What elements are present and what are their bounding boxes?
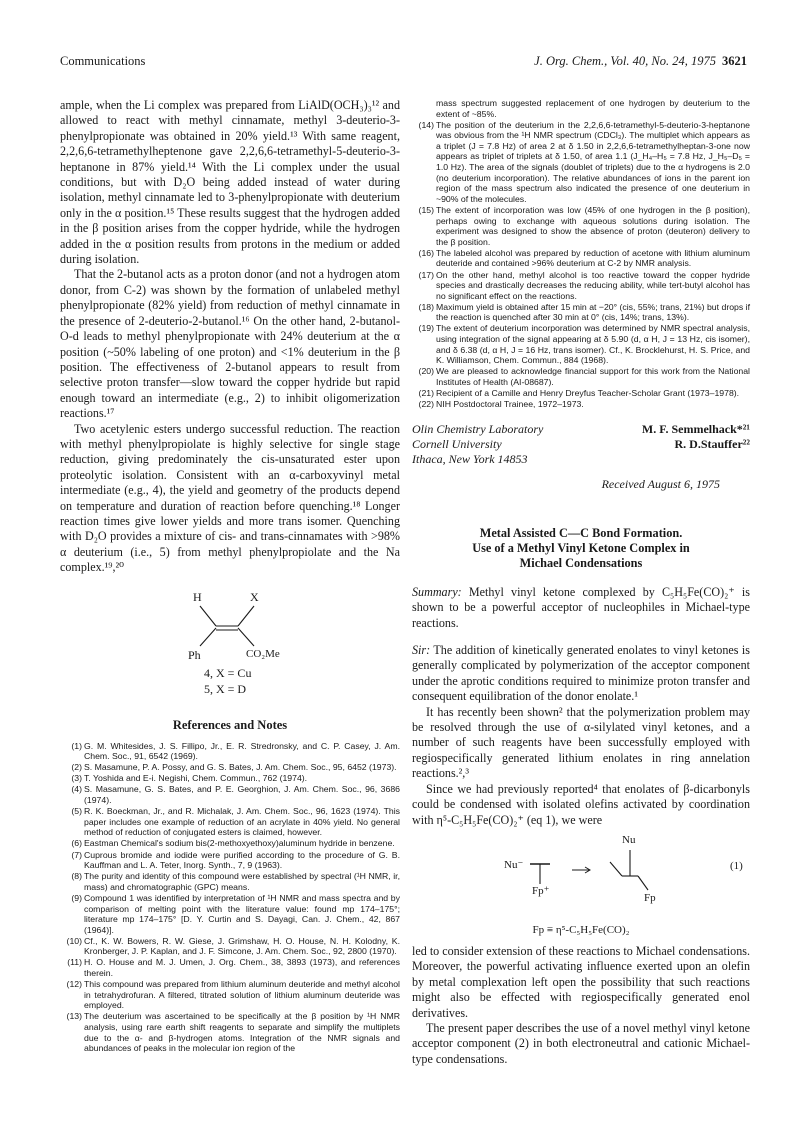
reference-text: The purity and identity of this compound were established by spectral (¹H NMR, ir, mass) and chromatographic (GPC) means. [84,871,400,892]
reference-number: (14) [418,119,434,130]
reference-number: (13) [66,1011,82,1022]
reference-item [412,399,750,410]
references-heading: References and Notes [172,717,288,732]
reference-item [60,957,400,978]
reference-text: Cuprous bromide and iodide were purified according to the procedure of G. B. Kauffman and L. A. Teter, Inorg. Synth., 7, 9 (1963). [84,849,400,871]
reference-text: NIH Postdoctoral Trainee, 1972–1973. [436,399,584,410]
author-name: M. F. Semmelhack*²¹ [641,421,750,436]
reference-item [412,323,750,365]
reference-text: The deuterium was ascertained to be specifically at the β position by ¹H NMR analysis, using rare earth shift reagents to separate and simplify the multiplets due to the α- and β-hydrogen atoms. Integration of the NMR signals and abundances of peaks in the molecular ion region of the [84,1011,400,1054]
reference-number: (5) [71,806,82,817]
reference-item [412,205,750,247]
author-address-block [412,422,750,467]
reference-item [412,302,750,323]
compound-5-label: 5, X = D [204,681,247,696]
body-paragraph: The present paper describes the use of a novel methyl vinyl ketone acceptor component (2) in both electroneutral and cationic Michael-type condensations. [412,1020,750,1066]
summary-text: Methyl vinyl ketone complexed by C₅H₅Fe(CO)₂⁺ is shown to be a powerful acceptor of nucleophiles in Michael-type reactions. [412,584,751,630]
reference-number: (21) [418,388,434,399]
reference-item [412,248,750,269]
summary-label: Summary: [412,584,462,599]
body-paragraph: led to consider extension of these reactions to Michael condensations. Moreover, the powerful activating influence exerted upon an olefin by metal complexation left open the possibility that such reactions might also be effected with regiospecifically generated enol derivatives. [412,943,750,1020]
structure-4-5 [150,586,310,704]
reference-text: G. M. Whitesides, J. S. Fillipo, Jr., E. R. Stredronsky, and C. P. Casey, J. Am. Chem. Soc., 91, 6542 (1969). [84,740,400,762]
structure-x-label: X [250,589,259,604]
reference-item [60,850,400,871]
reference-number: (19) [418,323,434,334]
body-paragraph: Two acetylenic esters undergo successful reduction. The reaction with methyl phenylpropiolate is highly selective for single stage reduction, giving predominately the cis-unsaturated ester upon proteolytic isolation. Consistent with an α-carboxyvinyl metal intermediate (e.g., 4), the yield and geometry of the products depend on temperature and duration of reaction before quenching.¹⁸ Longer reaction times give lower yields and more trans isomer. Quenching with D₂O provides a mixture of cis- and trans-cinnamates with >98% α deuterium (i.e., 5) from methyl phenylpropiolate and the Na complex.¹⁹,²⁰ [60,421,400,575]
reference-number: (2) [71,762,82,773]
body-paragraph: That the 2-butanol acts as a proton donor (and not a hydrogen atom donor, from C-2) was shown by the formation of unlabeled methyl phenylpropionate (82% yield) from reduction of methyl cinnamate in the presence of 2-deuterio-2-butanol.¹⁶ On the other hand, 2-butanol-O-d leads to methyl phenylpropionate with 24% deuterium at the α position (~50% labeling of one proton) and <1% deuterium in the β position. The effectiveness of 2-butanol appears to result from selective proton transfer—slow toward the copper hydride but rapid enough toward an intermediate (e.g., 2) to inhibit oligomerization reactions.¹⁷ [60,267,400,421]
reference-text: The position of the deuterium in the 2,2,6,6-tetramethyl-5-deuterio-3-heptanone was obvious from the ¹H NMR spectrum (CDCl₃). The multiplet which appears as a triplet (J = 7.8 Hz) of area 2 at δ 1.50 in 2,2,6,6-tetramethylheptan-3-one now appears as triplet of triplets at δ 1.50, of area 1.1 (J_H₄–H₅ = 7.8 Hz, J_H₅–D₅ = 1.0 Hz). The area of the signals (doublet of triplets) due to the α hydrogens is 2.0 (no deuterium incorporation). The relative abundances of ions in the parent ion region of the mass spectrum also indicated the presence of one deuterium in ~90% of the molecules. [436,119,750,204]
summary-paragraph [412,585,750,631]
reference-number: (17) [418,269,434,280]
reference-text: T. Yoshida and E-i. Negishi, Chem. Commun., 762 (1974). [84,773,308,784]
reference-item [60,936,400,957]
reference-number: (22) [418,399,434,410]
body-paragraph [412,643,750,705]
title-line: Metal Assisted C—C Bond Formation. [479,525,683,540]
nucleophile-label: Nu⁻ [504,858,524,871]
reference-item [60,784,400,805]
nu-product-label: Nu [622,833,636,846]
equation-1 [412,830,750,922]
structure-ph-label: Ph [188,647,201,662]
reference-text: S. Masamune, P. A. Possy, and G. S. Bates, J. Am. Chem. Soc., 95, 6452 (1973). [84,762,397,773]
title-line: Use of a Methyl Vinyl Ketone Complex in [472,540,690,555]
address-line: Ithaca, New York 14853 [412,451,528,466]
reference-text: R. K. Boeckman, Jr., and R. Michalak, J. Am. Chem. Soc., 96, 1623 (1974). This paper includes one example of reduction of an acrylate in 40% yield. No general method of reduction of conjugated esters is claimed, however. [84,806,400,838]
equation-drawing [412,830,750,922]
journal-citation: J. Org. Chem., Vol. 40, No. 24, 1975 [534,54,716,68]
reference-item [60,1011,400,1053]
reference-number: (7) [71,849,82,860]
title-line: Michael Condensations [519,555,643,570]
equation-number: (1) [730,859,743,872]
received-date: Received August 6, 1975 [601,476,720,491]
page-number: 3621 [722,54,747,68]
reference-text: The extent of incorporation was low (45% of one hydrogen in the β position), perhaps owing to exchange with aqueous solutions during isolation. The experiment was designed to show the absence of proton (deuteron) delivery to the β position. [436,204,750,247]
reference-text: On the other hand, methyl alcohol is too reactive toward the copper hydride species and drastically decreases the reducing ability, while tert-butyl alcohol has no significant effect on the reactions. [436,269,750,301]
article-title [412,526,750,571]
reference-number: (11) [67,957,82,968]
address-line: Cornell University [412,436,502,451]
reference-item [412,388,750,399]
authors [642,422,750,452]
sir-label: Sir: [412,643,431,658]
reference-number: (10) [66,935,82,946]
running-head-section: Communications [60,54,146,68]
alkene-structure-drawing [150,586,310,666]
right-column [412,98,750,1067]
reference-number: (1) [71,740,82,751]
author-name: R. D.Stauffer²² [674,436,750,451]
reference-item [60,762,400,773]
references-list-continued [412,98,750,410]
reference-item [60,806,400,838]
reference-text: Compound 1 was identified by interpretation of ¹H NMR and mass spectra and by comparison of melting point with the literature value: found mp 174–175°; literature mp 174–175° [D. Y. Curtin and S. Dayagi, Can. J. Chem., 42, 867 (1964)]. [84,892,400,935]
reference-number: (12) [66,979,82,990]
reference-item [60,838,400,849]
reference-number: (4) [71,784,82,795]
body-paragraph: ample, when the Li complex was prepared from LiAlD(OCH₃)₃¹² and allowed to react with methyl cinnamate, methyl 3-deuterio-3-phenylpropionate was obtained in 20% yield.¹³ With same reagent, 2,2,6,6-tetramethylheptenone gave 2,2,6,6-tetramethyl-5-deuterio-3-heptanone in 87% yield.¹⁴ With the Li complex under the usual conditions, but with D₂O being added instead of water during isolation, methyl cinnamate led to 3-phenylpropionate with deuterium only in the α position.¹⁵ These results suggest that the hydrogen added in the β position arises from the copper hydride, while the hydrogen added in the α position results from protons in the medium or added during isolation. [60,98,400,267]
reference-text: Recipient of a Camille and Henry Dreyfus Teacher-Scholar Grant (1973–1978). [436,388,740,399]
reference-text: H. O. House and M. J. Umen, J. Org. Chem., 38, 3893 (1973), and references therein. [84,957,400,979]
reference-continuation [412,98,750,119]
reference-text: The extent of deuterium incorporation was determined by NMR spectral analysis, using integration of the signal appearing at δ 5.90 (d, α H, J = 13 Hz, cis isomer), and δ 6.38 (d, α H, J = 16 Hz, trans isomer). Cf., K. Brocklehurst, H. S. Price, and K. Williamson, Chem. Commun., 884 (1968). [436,323,750,366]
paragraph-text: The addition of kinetically generated enolates to vinyl ketones is generally complicated by polymerization of the acceptor component under the aprotic conditions required to minimize proton transfer and consequent equilibration of the donor enolate.¹ [412,643,750,704]
reference-number: (15) [418,204,434,215]
fp-product-label: Fp [644,891,656,904]
reference-text: The labeled alcohol was prepared by reduction of acetone with lithium aluminum deuteride and contained >96% deuterium at C-2 by NMR analysis. [436,247,750,269]
reference-continuation-text: mass spectrum suggested replacement of one hydrogen by deuterium to the extent of ~85%. [436,98,750,119]
structure-ester-label: CO₂Me [246,647,280,660]
reference-item [60,871,400,892]
reference-number: (16) [418,247,434,258]
reference-number: (18) [418,301,434,312]
running-head-journal [534,54,747,69]
reference-item [412,366,750,387]
body-paragraph: It has recently been shown² that the polymerization problem may be resolved through the use of α-silylated vinyl ketones, and a number of such reagents have been successfully employed with regiospecifically generated lithium enolates in ring annelation reactions.²,³ [412,704,750,781]
structure-h-label: H [193,589,202,604]
compound-4-label: 4, X = Cu [204,665,252,680]
reference-text: S. Masamune, G. S. Bates, and P. E. Georghion, J. Am. Chem. Soc., 96, 3686 (1974). [84,784,400,806]
reference-text: Eastman Chemical's sodium bis(2-methoxyethoxy)aluminum hydride in benzene. [84,838,395,849]
reference-item [60,741,400,762]
left-column [60,98,400,1054]
reference-item [412,120,750,205]
reference-number: (6) [71,838,82,849]
reference-number: (9) [71,892,82,903]
reference-text: Cf., K. W. Bowers, R. W. Giese, J. Grimshaw, H. O. House, N. H. Kolodny, K. Kronberger, J. P. Kaplan, and J. F. Simcone, J. Am. Chem. Soc., 92, 2800 (1970). [84,935,400,957]
reference-number: (8) [71,871,82,882]
fp-cation-label: Fp⁺ [532,884,550,897]
reference-text: This compound was prepared from lithium aluminum deuteride and methyl alcohol in tetrahydrofuran. A filtered, titrated solution of lithium aluminum deuteride was employed. [84,979,400,1011]
reference-item [412,270,750,302]
body-paragraph: Since we had previously reported⁴ that enolates of β-dicarbonyls could be condensed with isolated olefins activated by coordination with η⁵-C₅H₅Fe(CO)₂⁺ (eq 1), we were [412,781,750,827]
reference-number: (20) [418,366,434,377]
reference-number: (3) [71,773,82,784]
fp-definition: Fp ≡ η⁵-C₅H₅Fe(CO)₂ [532,923,630,936]
reference-item [60,893,400,935]
reference-text: We are pleased to acknowledge financial support for this work from the National Institutes of Health (AI-08687). [436,366,750,387]
reference-item [60,979,400,1011]
reference-text: Maximum yield is obtained after 15 min at −20° (cis, 55%; trans, 21%) but drops if the reaction is quenched after 30 min at 0° (cis, 14%; trans, 13%). [436,301,750,323]
address-line: Olin Chemistry Laboratory [412,421,544,436]
reference-item [60,773,400,784]
references-list [60,741,400,1054]
